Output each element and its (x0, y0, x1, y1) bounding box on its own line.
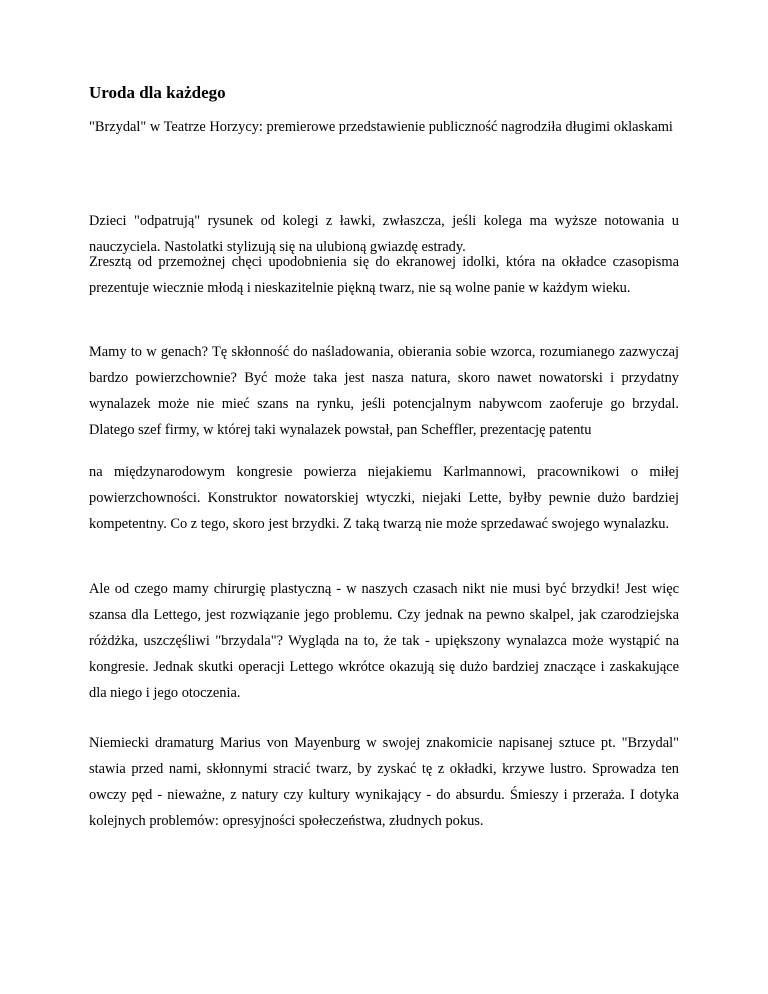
article-paragraph: Mamy to w genach? Tę skłonność do naśladowania, obierania sobie wzorca, rozumianego zazwyczaj bardzo powierzchownie? Być może taka jest nasza natura, skoro nawet nowatorski i przydatny wynalazek może nie mieć szans na rynku, jeśli potencjalnym nabywcom zaoferuje go brzydal. Dlatego szef firmy, w której taki wynalazek powstał, pan Scheffler, prezentację patentu (89, 344, 679, 438)
article-paragraph: na międzynarodowym kongresie powierza niejakiemu Karlmannowi, pracownikowi o miłej powierzchowności. Konstruktor nowatorskiej wtyczki, niejaki Lette, byłby pewnie dużo bardziej kompetentny. Co z tego, skoro jest brzydki. Z taką twarzą nie może sprzedawać swojego wynalazku. (89, 464, 679, 532)
article-paragraph: Zresztą od przemożnej chęci upodobnienia się do ekranowej idolki, która na okładce czasopisma prezentuje wiecznie młodą i nieskazitelnie piękną twarz, nie są wolne panie w każdym wieku. (89, 254, 679, 296)
article-paragraph: Dzieci "odpatrują" rysunek od kolegi z ławki, zwłaszcza, jeśli kolega ma wyższe notowania u nauczyciela. Nastolatki stylizują się na ulubioną gwiazdę estrady. (89, 213, 679, 255)
article-paragraph: Niemiecki dramaturg Marius von Mayenburg w swojej znakomicie napisanej sztuce pt. "Brzydal" stawia przed nami, skłonnymi stracić twarz, by zyskać tę z okładki, krzywe lustro. Sprowadza ten owczy pęd - nieważne, z natury czy kultury wynikający - do absurdu. Śmieszy i przeraża. I dotyka kolejnych problemów: opresyjności społeczeństwa, złudnych pokus. (89, 735, 679, 829)
article-title: Uroda dla każdego (89, 83, 226, 102)
article-lead-paragraph: "Brzydal" w Teatrze Horzycy: premierowe przedstawienie publiczność nagrodziła długimi oklaskami (89, 119, 673, 135)
article-paragraph: Ale od czego mamy chirurgię plastyczną - w naszych czasach nikt nie musi być brzydki! Jest więc szansa dla Lettego, jest rozwiązanie jego problemu. Czy jednak na pewno skalpel, jak czarodziejska różdżka, uszczęśliwi "brzydala"? Wygląda na to, że tak - upiększony wynalazca może wystąpić na kongresie. Jednak skutki operacji Lettego wkrótce okazują się dużo bardziej znaczące i zaskakujące dla niego i jego otoczenia. (89, 581, 679, 701)
